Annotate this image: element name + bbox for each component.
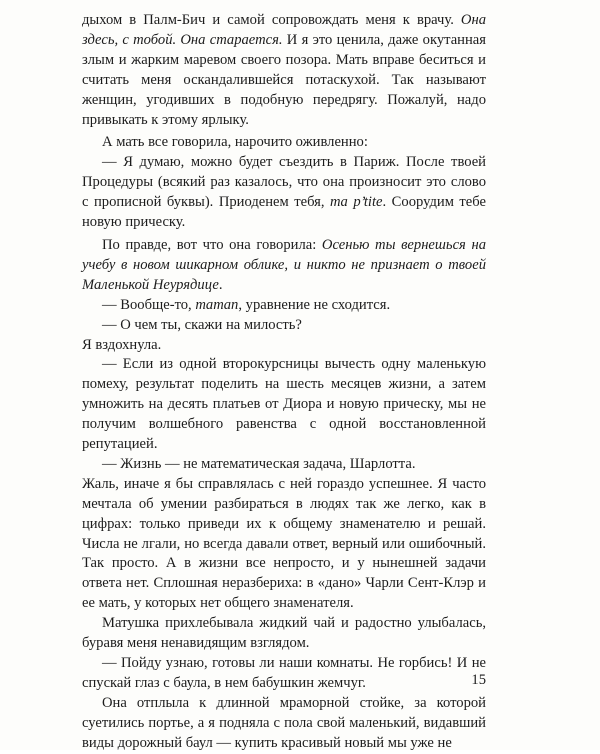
italic-run: maman	[195, 296, 239, 313]
paragraph	[82, 153, 486, 233]
text-run: дыхом в Палм-Бич и самой сопровождать меня к врачу.	[82, 12, 461, 28]
paragraph	[82, 296, 486, 316]
text-run: . Соорудим тебе новую прическу.	[82, 194, 486, 231]
paragraph	[82, 355, 486, 455]
paragraph	[82, 316, 486, 336]
page-number: 15	[471, 672, 486, 688]
text-run: — Я думаю, можно будет съездить в Париж. После твоей Процедуры (всякий раз казалось, что она произносит это слово с прописной буквы). Приоденем тебя,	[82, 154, 486, 211]
paragraph	[82, 614, 486, 654]
text-run: — Жизнь — не математическая задача, Шарлотта.	[102, 455, 416, 472]
text-run: — О чем ты, скажи на милость?	[102, 316, 302, 333]
text-run: А мать все говорила, нарочито оживленно:	[102, 134, 368, 151]
italic-run: ma p’tite	[330, 194, 383, 211]
text-run: Матушка прихлебывала жидкий чай и радостно улыбалась, буравя меня ненавидящим взглядом.	[82, 615, 486, 652]
paragraph	[82, 236, 486, 296]
paragraph	[82, 455, 486, 475]
text-run: И я это ценила, даже окутанная злым и жарким маревом своего позора. Мать вправе беситься и считать меня оскандалившейся потаскухой. Так называют женщин, угодивших в подобную передрягу. Пожалуй, надо привыкать к этому ярлыку.	[82, 31, 486, 128]
text-run: Жаль, иначе я бы справлялась с ней гораздо успешнее. Я часто мечтала об умении разбираться в людях так же легко, как в цифрах: только приведи их к общему знаменателю и решай. Числа не лгали, но всегда давали ответ, верный или ошибочный. Так просто. А в жизни все непросто, и у нынешней задачи ответа нет. Сплошная неразбериха: в «дано» Чарли Сент-Клэр и ее мать, у которых нет общего знаменателя.	[82, 475, 486, 612]
paragraph	[82, 133, 486, 153]
italic-run: Осенью ты вернешься на учебу в новом шикарном облике, и никто не признает о твоей Маленькой Неурядице	[82, 236, 487, 293]
body-text	[82, 11, 486, 754]
text-run: Она отплыла к длинной мраморной стойке, за которой суетились портье, а я подняла с пола свой маленький, видавший виды дорожный баул — купить красивый новый мы уже не	[82, 694, 486, 751]
text-run: — Пойду узнаю, готовы ли наши комнаты. Не горбись! И не спускай глаз с баула, в нем бабушкин жемчуг.	[82, 655, 486, 691]
text-run: .	[218, 276, 223, 293]
paragraph	[82, 11, 486, 130]
italic-run: Она здесь, с тобой. Она старается.	[82, 12, 486, 48]
paragraph	[82, 475, 486, 614]
text-run: По правде, вот что она говорила:	[102, 236, 322, 253]
paragraph	[82, 654, 486, 694]
text-run: — Если из одной второкурсницы вычесть одну маленькую помеху, результат поделить на шесть месяцев жизни, а затем умножить на десять платьев от Диора и новую прическу, мы не получим волшебного равенства с одной восстановленной репутацией.	[82, 356, 486, 453]
text-run: , уравнение не сходится.	[238, 296, 391, 313]
paragraph	[82, 336, 486, 356]
text-run: — Вообще-то,	[102, 296, 196, 313]
text-run: Я вздохнула.	[82, 336, 162, 353]
paragraph	[82, 694, 486, 754]
